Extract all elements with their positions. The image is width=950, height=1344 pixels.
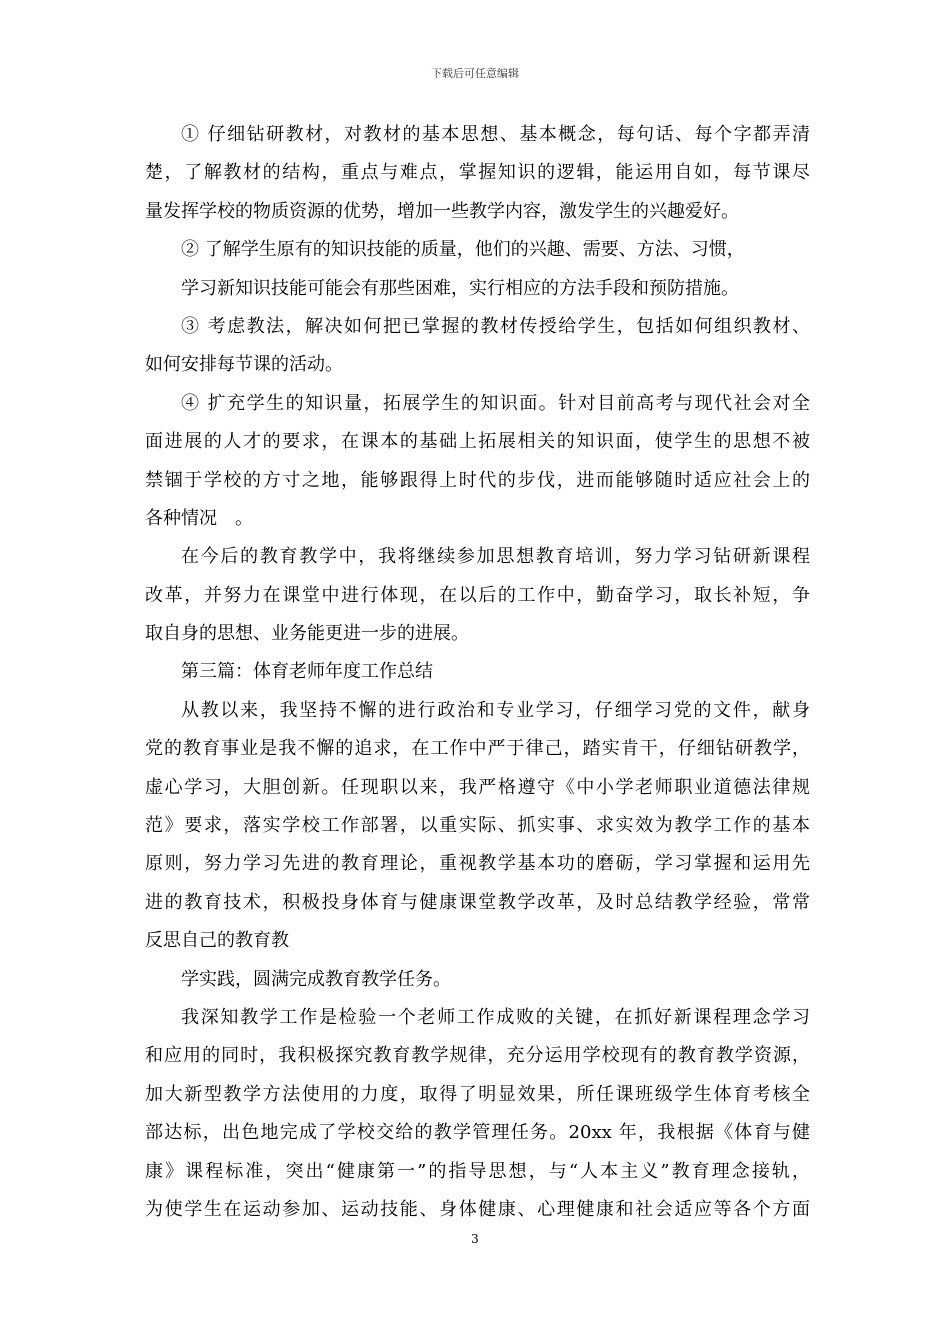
- text-line: 量发挥学校的物质资源的优势，增加一些教学内容，激发学生的兴趣爱好。: [145, 200, 739, 222]
- text-line: 学习新知识技能可能会有那些困难，实行相应的方法手段和预防措施。: [181, 277, 739, 299]
- text-line: 如何安排每节课的活动。: [145, 354, 343, 376]
- text-line: 从教以来，我坚持不懈的进行政治和专业学习，仔细学习党的文件，献身: [181, 699, 810, 721]
- text-line: 部达标，出色地完成了学校交给的教学管理任务。20xx 年，我根据《体育与健: [145, 1122, 810, 1144]
- text-line: ② 了解学生原有的知识技能的质量，他们的兴趣、需要、方法、习惯，: [181, 239, 745, 261]
- text-line: 康》课程标准，突出“健康第一”的指导思想，与“人本主义”教育理念接轨，: [145, 1160, 810, 1182]
- text-line: 学实践，圆满完成教育教学任务。: [181, 968, 451, 990]
- text-line: 反思自己的教育教: [145, 930, 289, 952]
- text-line: ④ 扩充学生的知识量，拓展学生的知识面。针对目前高考与现代社会对全: [181, 392, 810, 414]
- text-line: 在今后的教育教学中，我将继续参加思想教育培训，努力学习钻研新课程: [181, 546, 810, 568]
- page-header: 下载后可任意编辑: [431, 67, 519, 80]
- text-line: 进的教育技术，积极投身体育与健康课堂教学改革，及时总结教学经验，常常: [145, 891, 810, 913]
- text-line: 取自身的思想、业务能更进一步的进展。: [145, 623, 469, 645]
- text-line: 和应用的同时，我积极探究教育教学规律，充分运用学校现有的教育教学资源，: [145, 1045, 810, 1067]
- text-line: 楚，了解教材的结构，重点与难点，掌握知识的逻辑，能运用自如，每节课尽: [145, 162, 810, 184]
- text-line: ③ 考虑教法，解决如何把已掌握的教材传授给学生，包括如何组织教材、: [181, 315, 810, 337]
- text-line: 原则，努力学习先进的教育理论，重视教学基本功的磨砺，学习掌握和运用先: [145, 853, 810, 875]
- text-line: 虚心学习，大胆创新。任现职以来，我严格遵守《中小学老师职业道德法律规: [145, 776, 810, 798]
- text-line: 第三篇：体育老师年度工作总结: [181, 661, 433, 683]
- text-line: 范》要求，落实学校工作部署，以重实际、抓实事、求实效为教学工作的基本: [145, 815, 810, 837]
- body-text: [145, 116, 810, 1229]
- text-line: 加大新型教学方法使用的力度，取得了明显效果，所任课班级学生体育考核全: [145, 1083, 810, 1105]
- text-line: 禁锢于学校的方寸之地，能够跟得上时代的步伐，进而能够随时适应社会上的: [145, 469, 810, 491]
- text-line: ① 仔细钻研教材，对教材的基本思想、基本概念，每句话、每个字都弄清: [181, 124, 810, 145]
- text-line: 我深知教学工作是检验一个老师工作成败的关键，在抓好新课程理念学习: [181, 1006, 810, 1028]
- text-line: 为使学生在运动参加、运动技能、身体健康、心理健康和社会适应等各个方面: [145, 1198, 810, 1220]
- text-line: 各种情况 。: [145, 507, 253, 529]
- text-line: 改革，并努力在课堂中进行体现，在以后的工作中，勤奋学习，取长补短，争: [145, 584, 810, 606]
- page-number: 3: [471, 1232, 479, 1246]
- text-line: 党的教育事业是我不懈的追求，在工作中严于律己，踏实肯干，仔细钻研教学，: [145, 738, 810, 760]
- text-line: 面进展的人才的要求，在课本的基础上拓展相关的知识面，使学生的思想不被: [145, 431, 810, 453]
